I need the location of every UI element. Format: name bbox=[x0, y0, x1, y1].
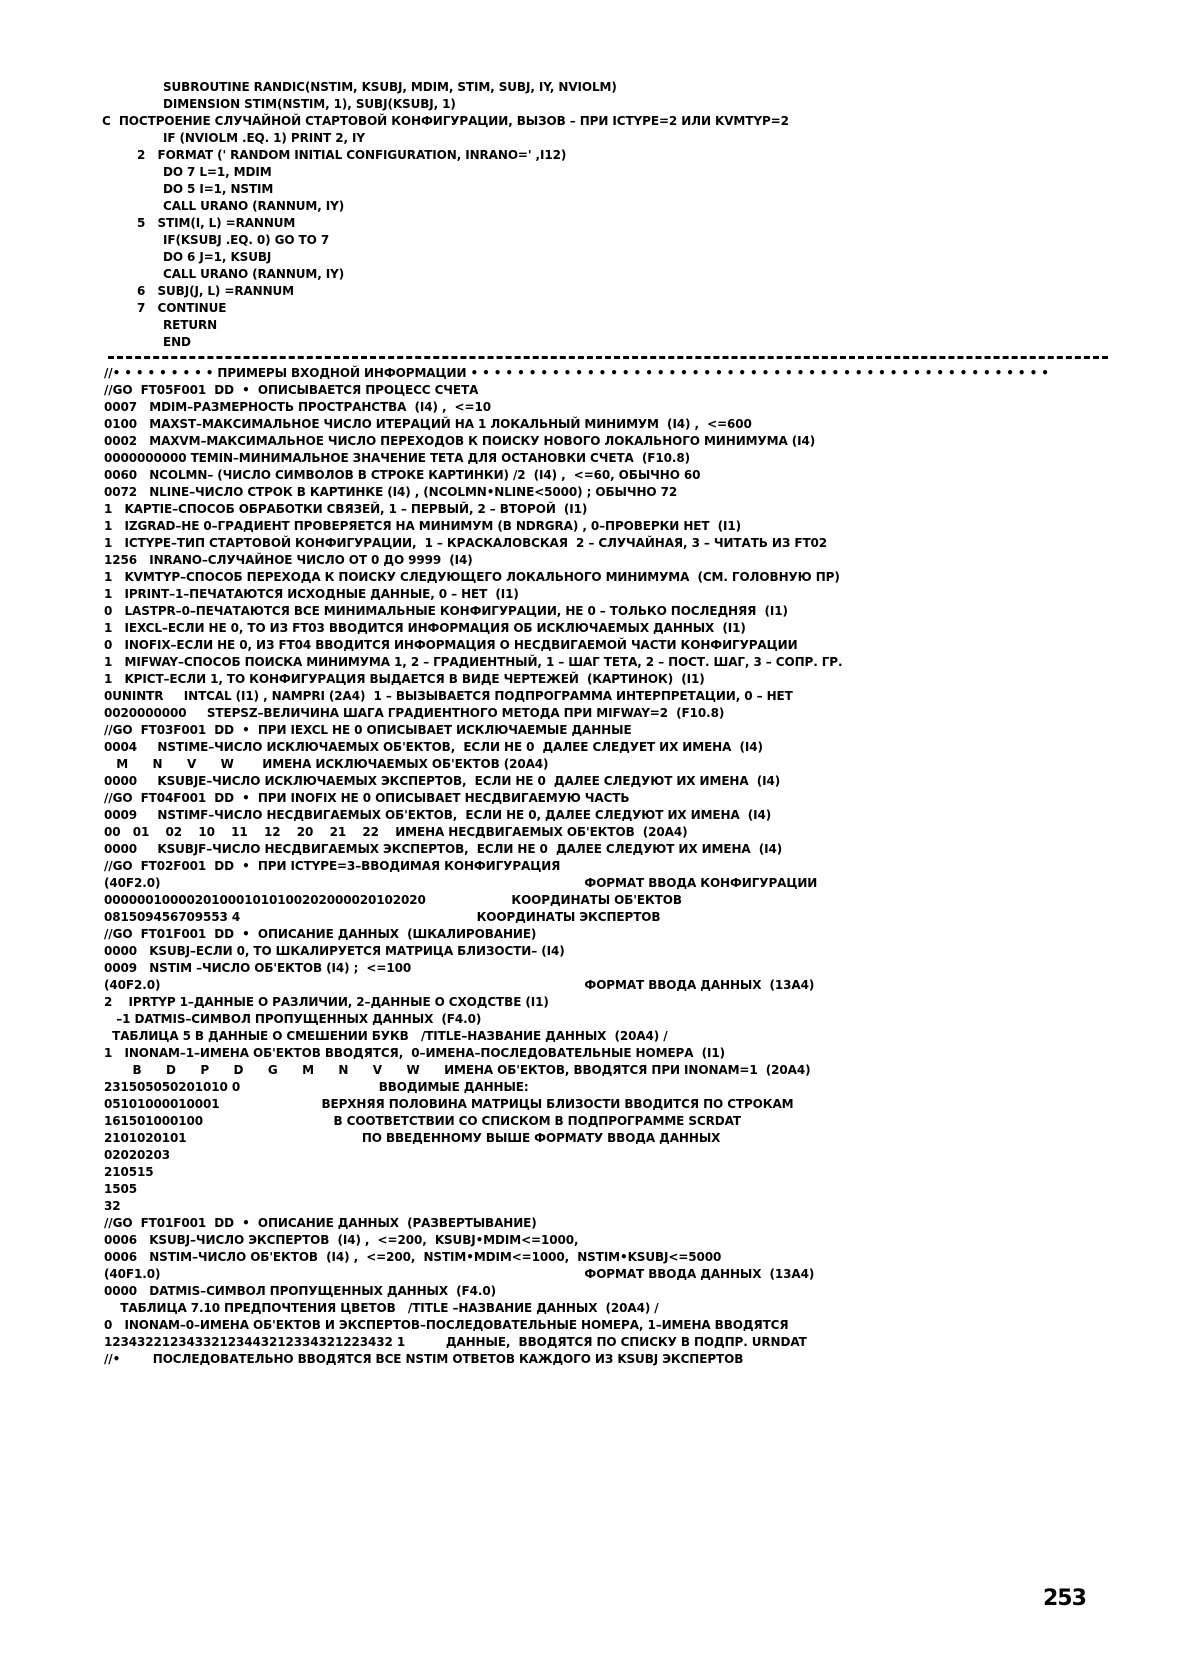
code-line: 0100 MAXST–МАКСИМАЛЬНОЕ ЧИСЛО ИТЕРАЦИЙ НА 1 ЛОКАЛЬНЫЙ МИНИМУМ (I4) , <=600 bbox=[104, 417, 752, 431]
code-line: //GO FT01F001 DD • ОПИСАНИЕ ДАННЫХ (ШКАЛИРОВАНИЕ) bbox=[104, 927, 537, 941]
code-line: C ПОСТРОЕНИЕ СЛУЧАЙНОЙ СТАРТОВОЙ КОНФИГУРАЦИИ, ВЫЗОВ – ПРИ ICTYPE=2 ИЛИ KVMTYP=2 bbox=[102, 114, 789, 128]
code-line: 231505050201010 0 ВВОДИМЫЕ ДАННЫЕ: bbox=[104, 1080, 529, 1094]
code-line: 2 IPRTYP 1–ДАННЫЕ О РАЗЛИЧИИ, 2–ДАННЫЕ О СХОДСТВЕ (I1) bbox=[104, 995, 549, 1009]
code-line: DIMENSION STIM(NSTIM, 1), SUBJ(KSUBJ, 1) bbox=[163, 97, 456, 111]
code-line: DO 5 I=1, NSTIM bbox=[163, 182, 274, 196]
code-line: 7 CONTINUE bbox=[137, 301, 227, 315]
code-line: 210515 bbox=[104, 1165, 154, 1179]
code-line: //GO FT02F001 DD • ПРИ ICTYPE=3–ВВОДИМАЯ КОНФИГУРАЦИЯ bbox=[104, 859, 561, 873]
code-line: CALL URANO (RANNUM, IY) bbox=[163, 199, 345, 213]
code-line: 0UNINTR INTCAL (I1) , NAMPRI (2A4) 1 – ВЫЗЫВАЕТСЯ ПОДПРОГРАММА ИНТЕРПРЕТАЦИИ, 0 – НЕТ bbox=[104, 689, 793, 703]
code-line: 0002 MAXVM–МАКСИМАЛЬНОЕ ЧИСЛО ПЕРЕХОДОВ К ПОИСКУ НОВОГО ЛОКАЛЬНОГО МИНИМУМА (I4) bbox=[104, 434, 816, 448]
code-line: 1 IZGRAD–НЕ 0–ГРАДИЕНТ ПРОВЕРЯЕТСЯ НА МИНИМУМ (В NDRGRA) , 0–ПРОВЕРКИ НЕТ (I1) bbox=[104, 519, 741, 533]
code-line: //• ПОСЛЕДОВАТЕЛЬНО ВВОДЯТСЯ ВСЕ NSTIM ОТВЕТОВ КАЖДОГО ИЗ KSUBJ ЭКСПЕРТОВ bbox=[104, 1352, 744, 1366]
separator-line bbox=[108, 356, 1108, 359]
code-line: SUBROUTINE RANDIC(NSTIM, KSUBJ, MDIM, STIM, SUBJ, IY, NVIOLM) bbox=[163, 80, 617, 94]
code-line: 0009 NSTIM –ЧИСЛО ОБ'ЕКТОВ (I4) ; <=100 bbox=[104, 961, 412, 975]
code-line: 02020203 bbox=[104, 1148, 170, 1162]
code-line: 0020000000 STEPSZ–ВЕЛИЧИНА ШАГА ГРАДИЕНТНОГО МЕТОДА ПРИ MIFWAY=2 (F10.8) bbox=[104, 706, 725, 720]
code-line: (40F2.0) ФОРМАТ ВВОДА КОНФИГУРАЦИИ bbox=[104, 876, 818, 890]
code-line: 1 KVMTYP–СПОСОБ ПЕРЕХОДА К ПОИСКУ СЛЕДУЮЩЕГО ЛОКАЛЬНОГО МИНИМУМА (СМ. ГОЛОВНУЮ ПР) bbox=[104, 570, 840, 584]
code-line: 0007 MDIM–РАЗМЕРНОСТЬ ПРОСТРАНСТВА (I4) , <=10 bbox=[104, 400, 491, 414]
code-line: 0 INONAM–0–ИМЕНА ОБ'ЕКТОВ И ЭКСПЕРТОВ–ПОСЛЕДОВАТЕЛЬНЫЕ НОМЕРА, 1–ИМЕНА ВВОДЯТСЯ bbox=[104, 1318, 789, 1332]
code-line: 00 01 02 10 11 12 20 21 22 ИМЕНА НЕСДВИГАЕМЫХ ОБ'ЕКТОВ (20A4) bbox=[104, 825, 688, 839]
code-line: 0000 DATMIS–СИМВОЛ ПРОПУЩЕННЫХ ДАННЫХ (F4.0) bbox=[104, 1284, 496, 1298]
code-line: IF (NVIOLM .EQ. 1) PRINT 2, IY bbox=[163, 131, 365, 145]
code-line: 1 INONAM–1–ИМЕНА ОБ'ЕКТОВ ВВОДЯТСЯ, 0–ИМЕНА–ПОСЛЕДОВАТЕЛЬНЫЕ НОМЕРА (I1) bbox=[104, 1046, 725, 1060]
code-line: //GO FT05F001 DD • ОПИСЫВАЕТСЯ ПРОЦЕСС СЧЕТА bbox=[104, 383, 479, 397]
code-line: 1256 INRANO–СЛУЧАЙНОЕ ЧИСЛО ОТ 0 ДО 9999 (I4) bbox=[104, 553, 473, 567]
code-line: 161501000100 В СООТВЕТСТВИИ СО СПИСКОМ В ПОДПРОГРАММЕ SCRDAT bbox=[104, 1114, 741, 1128]
code-line: 000000100002010001010100202000020102020 КООРДИНАТЫ ОБ'ЕКТОВ bbox=[104, 893, 682, 907]
code-line: 0060 NCOLMN– (ЧИСЛО СИМВОЛОВ В СТРОКЕ КАРТИНКИ) /2 (I4) , <=60, ОБЫЧНО 60 bbox=[104, 468, 701, 482]
code-line: 6 SUBJ(J, L) =RANNUM bbox=[137, 284, 295, 298]
code-line: 1505 bbox=[104, 1182, 137, 1196]
code-line: (40F1.0) ФОРМАТ ВВОДА ДАННЫХ (13A4) bbox=[104, 1267, 815, 1281]
code-line: 0006 NSTIM–ЧИСЛО ОБ'ЕКТОВ (I4) , <=200, NSTIM•MDIM<=1000, NSTIM•KSUBJ<=5000 bbox=[104, 1250, 722, 1264]
code-line: 1 MIFWAY–СПОСОБ ПОИСКА МИНИМУМА 1, 2 – ГРАДИЕНТНЫЙ, 1 – ШАГ ТЕТА, 2 – ПОСТ. ШАГ, 3 – СОПР. ГР. bbox=[104, 655, 843, 669]
code-line: 5 STIM(I, L) =RANNUM bbox=[137, 216, 296, 230]
code-line: END bbox=[163, 335, 191, 349]
section-header: //• • • • • • • • • ПРИМЕРЫ ВХОДНОЙ ИНФОРМАЦИИ • • • • • • • • • • • • • • • • • • • • • • • • • • • • • • • • • • • • • • • • • • • • • • • • • • bbox=[104, 366, 1049, 380]
code-line: 1 IEXCL–ЕСЛИ НЕ 0, ТО ИЗ FT03 ВВОДИТСЯ ИНФОРМАЦИЯ ОБ ИСКЛЮЧАЕМЫХ ДАННЫХ (I1) bbox=[104, 621, 746, 635]
code-line: CALL URANO (RANNUM, IY) bbox=[163, 267, 345, 281]
code-line: 0 LASTPR–0–ПЕЧАТАЮТСЯ ВСЕ МИНИМАЛЬНЫЕ КОНФИГУРАЦИИ, НЕ 0 – ТОЛЬКО ПОСЛЕДНЯЯ (I1) bbox=[104, 604, 788, 618]
code-line: 0000 KSUBJ–ЕСЛИ 0, ТО ШКАЛИРУЕТСЯ МАТРИЦА БЛИЗОСТИ– (I4) bbox=[104, 944, 565, 958]
code-line: 0004 NSTIME–ЧИСЛО ИСКЛЮЧАЕМЫХ ОБ'ЕКТОВ, ЕСЛИ НЕ 0 ДАЛЕЕ СЛЕДУЕТ ИХ ИМЕНА (I4) bbox=[104, 740, 763, 754]
code-line: –1 DATMIS–СИМВОЛ ПРОПУЩЕННЫХ ДАННЫХ (F4.0) bbox=[104, 1012, 482, 1026]
code-line: B D P D G M N V W ИМЕНА ОБ'ЕКТОВ, ВВОДЯТСЯ ПРИ INONAM=1 (20A4) bbox=[104, 1063, 811, 1077]
code-line: //GO FT01F001 DD • ОПИСАНИЕ ДАННЫХ (РАЗВЕРТЫВАНИЕ) bbox=[104, 1216, 537, 1230]
code-line: 0006 KSUBJ–ЧИСЛО ЭКСПЕРТОВ (I4) , <=200, KSUBJ•MDIM<=1000, bbox=[104, 1233, 579, 1247]
code-line: 1 KAPTIE–СПОСОБ ОБРАБОТКИ СВЯЗЕЙ, 1 – ПЕРВЫЙ, 2 – ВТОРОЙ (I1) bbox=[104, 502, 588, 516]
code-line: 0000000000 TEMIN–МИНИМАЛЬНОЕ ЗНАЧЕНИЕ ТЕТА ДЛЯ ОСТАНОВКИ СЧЕТА (F10.8) bbox=[104, 451, 690, 465]
code-line: M N V W ИМЕНА ИСКЛЮЧАЕМЫХ ОБ'ЕКТОВ (20A4) bbox=[104, 757, 549, 771]
code-line: 32 bbox=[104, 1199, 121, 1213]
page-number: 253 bbox=[1043, 1586, 1086, 1611]
code-line: 081509456709553 4 КООРДИНАТЫ ЭКСПЕРТОВ bbox=[104, 910, 661, 924]
code-line: 0072 NLINE–ЧИСЛО СТРОК В КАРТИНКЕ (I4) , (NCOLMN•NLINE<5000) ; ОБЫЧНО 72 bbox=[104, 485, 678, 499]
code-line: 05101000010001 ВЕРХНЯЯ ПОЛОВИНА МАТРИЦЫ БЛИЗОСТИ ВВОДИТСЯ ПО СТРОКАМ bbox=[104, 1097, 794, 1111]
code-line: ТАБЛИЦА 7.10 ПРЕДПОЧТЕНИЯ ЦВЕТОВ /TITLE –НАЗВАНИЕ ДАННЫХ (20A4) / bbox=[104, 1301, 659, 1315]
code-line: 0009 NSTIMF–ЧИСЛО НЕСДВИГАЕМЫХ ОБ'ЕКТОВ, ЕСЛИ НЕ 0, ДАЛЕЕ СЛЕДУЮТ ИХ ИМЕНА (I4) bbox=[104, 808, 772, 822]
code-line: RETURN bbox=[163, 318, 218, 332]
code-line: 1 ICTYPE–ТИП СТАРТОВОЙ КОНФИГУРАЦИИ, 1 – КРАСКАЛОВСКАЯ 2 – СЛУЧАЙНАЯ, 3 – ЧИТАТЬ ИЗ FT02 bbox=[104, 536, 828, 550]
code-line: //GO FT04F001 DD • ПРИ INOFIX НЕ 0 ОПИСЫВАЕТ НЕСДВИГАЕМУЮ ЧАСТЬ bbox=[104, 791, 630, 805]
code-line: 2101020101 ПО ВВЕДЕННОМУ ВЫШЕ ФОРМАТУ ВВОДА ДАННЫХ bbox=[104, 1131, 721, 1145]
code-line: (40F2.0) ФОРМАТ ВВОДА ДАННЫХ (13A4) bbox=[104, 978, 815, 992]
code-line: //GO FT03F001 DD • ПРИ IEXCL НЕ 0 ОПИСЫВАЕТ ИСКЛЮЧАЕМЫЕ ДАННЫЕ bbox=[104, 723, 632, 737]
code-line: 1 IPRINT–1–ПЕЧАТАЮТСЯ ИСХОДНЫЕ ДАННЫЕ, 0 – НЕТ (I1) bbox=[104, 587, 519, 601]
code-line: 0 INOFIX–ЕСЛИ НЕ 0, ИЗ FT04 ВВОДИТСЯ ИНФОРМАЦИЯ О НЕСДВИГАЕМОЙ ЧАСТИ КОНФИГУРАЦИИ bbox=[104, 638, 798, 652]
code-line: DO 7 L=1, MDIM bbox=[163, 165, 272, 179]
code-line: 0000 KSUBJF–ЧИСЛО НЕСДВИГАЕМЫХ ЭКСПЕРТОВ, ЕСЛИ НЕ 0 ДАЛЕЕ СЛЕДУЮТ ИХ ИМЕНА (I4) bbox=[104, 842, 783, 856]
code-line: DO 6 J=1, KSUBJ bbox=[163, 250, 272, 264]
code-line: ТАБЛИЦА 5 В ДАННЫЕ О СМЕШЕНИИ БУКВ /TITLE–НАЗВАНИЕ ДАННЫХ (20A4) / bbox=[104, 1029, 668, 1043]
code-line: 12343221234332123443212334321223432 1 ДАННЫЕ, ВВОДЯТСЯ ПО СПИСКУ В ПОДПР. URNDAT bbox=[104, 1335, 807, 1349]
code-line: IF(KSUBJ .EQ. 0) GO TO 7 bbox=[163, 233, 330, 247]
code-line: 1 KPICT–ЕСЛИ 1, ТО КОНФИГУРАЦИЯ ВЫДАЕТСЯ В ВИДЕ ЧЕРТЕЖЕЙ (КАРТИНОК) (I1) bbox=[104, 672, 705, 686]
code-line: 0000 KSUBJE–ЧИСЛО ИСКЛЮЧАЕМЫХ ЭКСПЕРТОВ, ЕСЛИ НЕ 0 ДАЛЕЕ СЛЕДУЮТ ИХ ИМЕНА (I4) bbox=[104, 774, 781, 788]
code-line: 2 FORMAT (' RANDOM INITIAL CONFIGURATION, INRANO=' ,I12) bbox=[137, 148, 567, 162]
